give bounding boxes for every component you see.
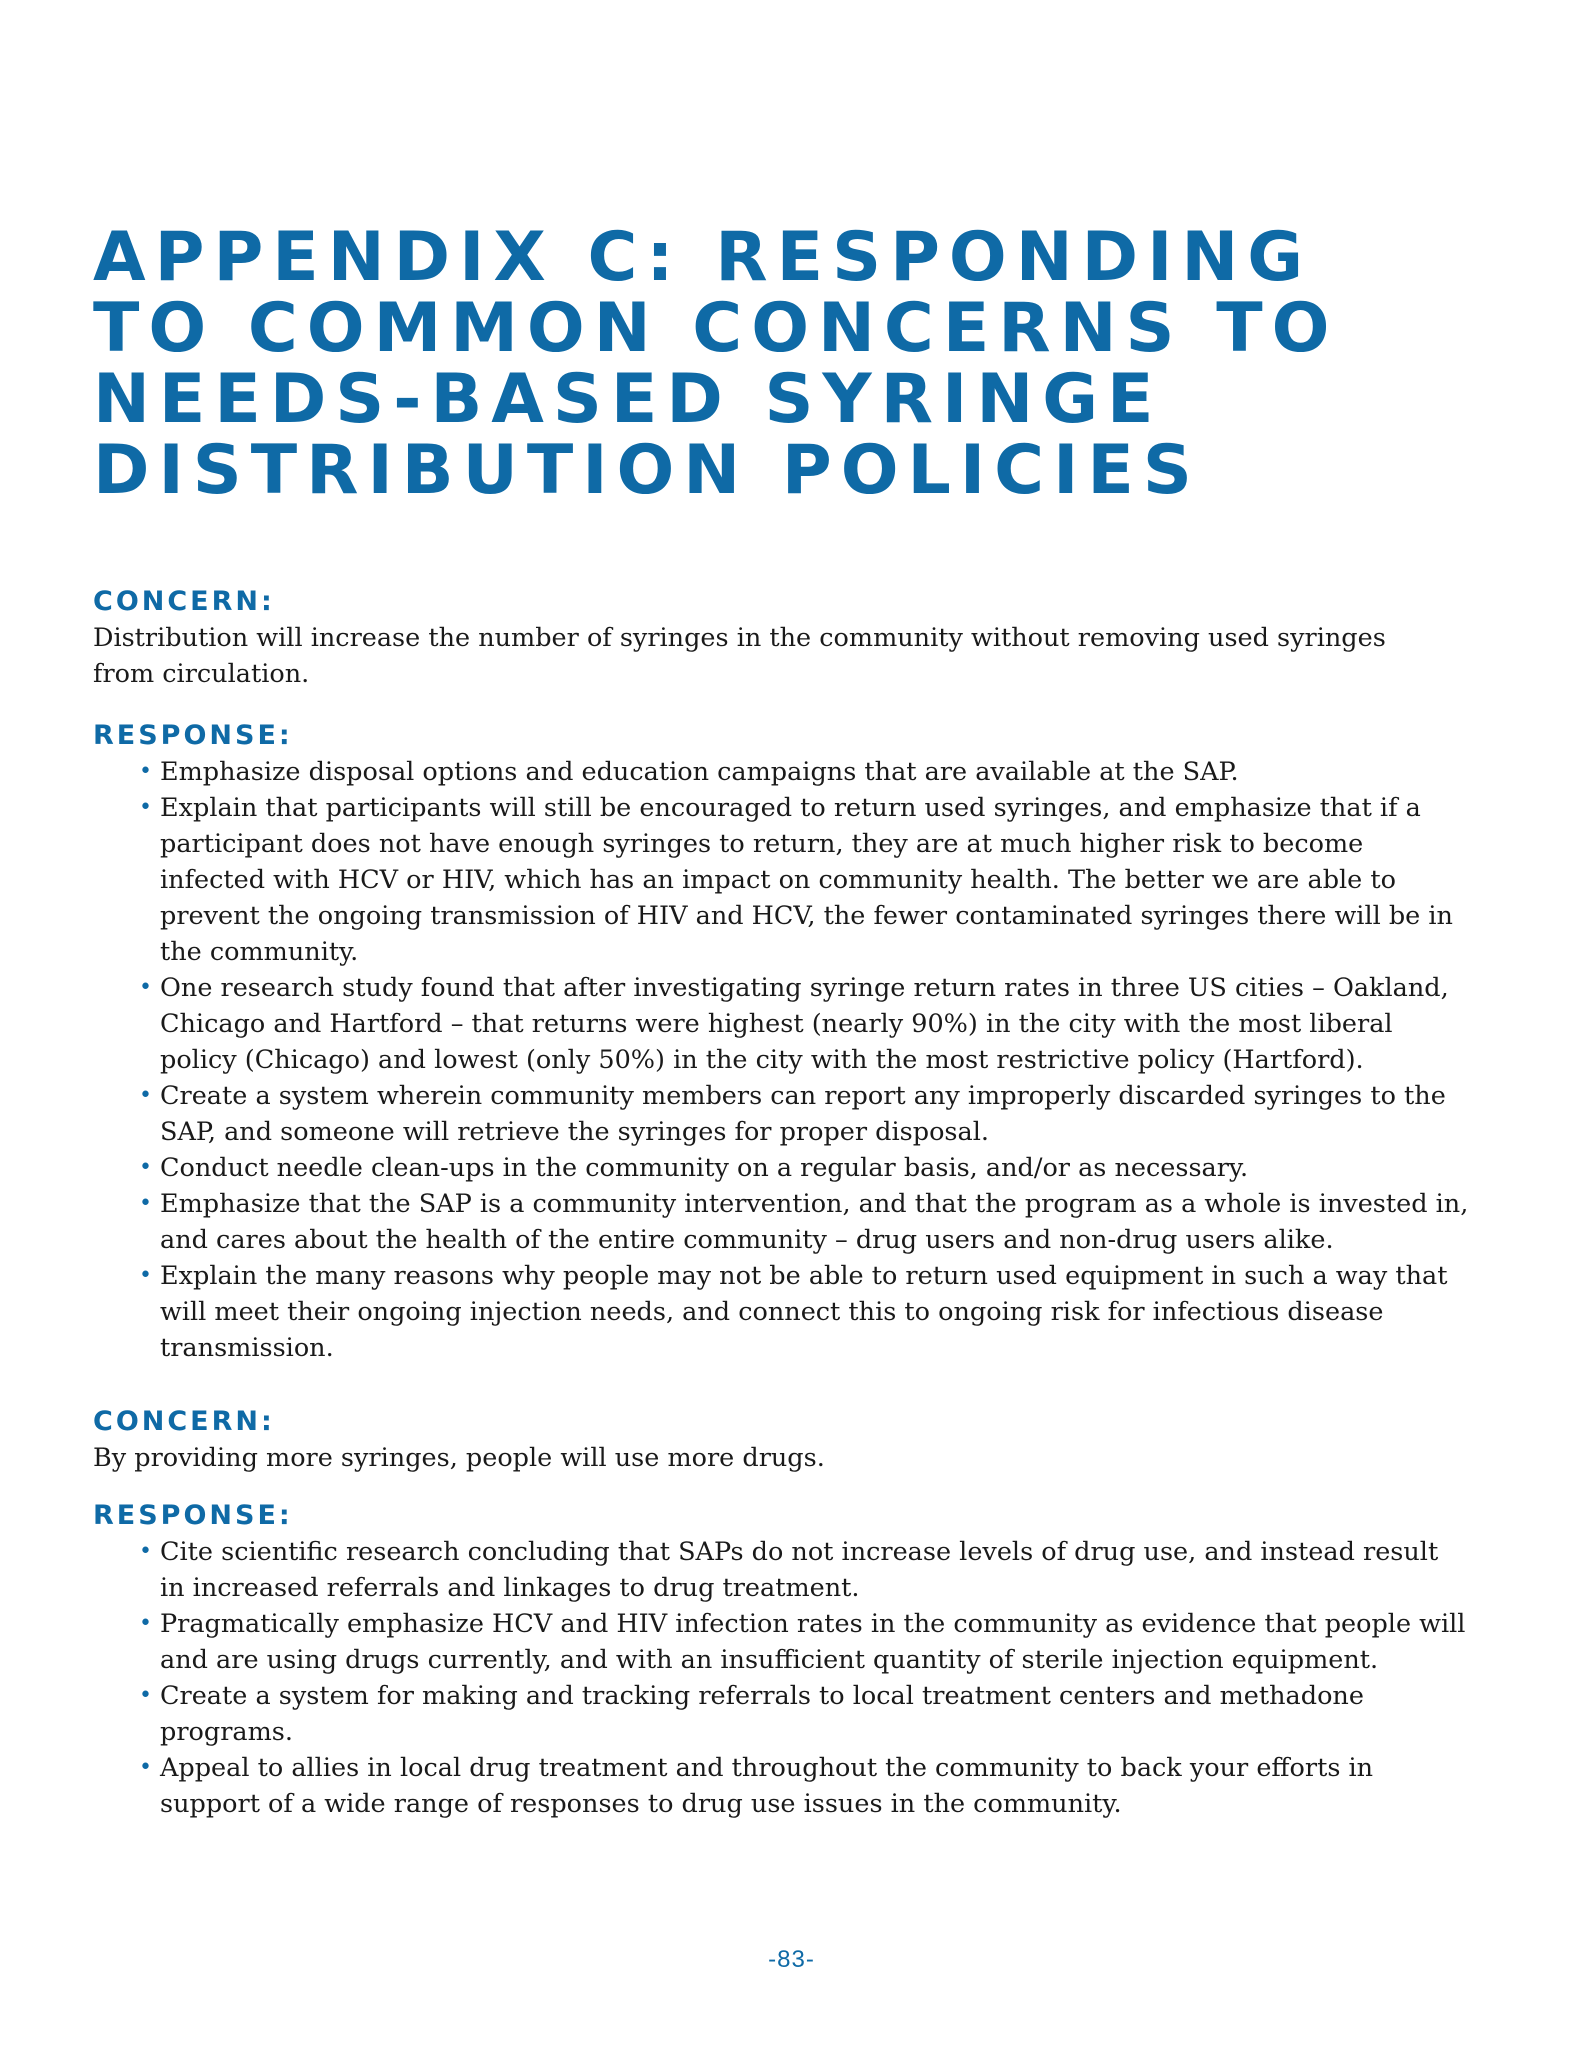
title-line: DISTRIBUTION POLICIES (93, 431, 1201, 510)
response-text: Emphasize disposal options and education campaigns that are available at the SAP. (160, 757, 1239, 787)
response-label: RESPONSE: (93, 720, 293, 751)
concern-label: CONCERN: (93, 1406, 275, 1437)
response-text: Emphasize that the SAP is a community intervention, and that the program as a whole is invested in, and cares about the health of the entire community – drug users and non-drug users alike. (160, 1189, 1469, 1255)
concern-text: Distribution will increase the number of syringes in the community without removing used syringes from circulation. (93, 623, 1386, 689)
bullet-icon: • (139, 795, 152, 820)
response-text: Pragmatically emphasize HCV and HIV infection rates in the community as evidence that people will and are using drugs currently, and with an insufficient quantity of sterile injection equipment. (160, 1609, 1466, 1675)
bullet-icon: • (139, 1683, 152, 1708)
response-item (139, 1678, 1470, 1750)
response-text: Cite scientific research concluding that SAPs do not increase levels of drug use, and instead result in increased referrals and linkages to drug treatment. (160, 1537, 1439, 1603)
concern-section (93, 1404, 1493, 1822)
bullet-icon: • (139, 1755, 152, 1780)
response-item (139, 1750, 1470, 1822)
response-text: Appeal to allies in local drug treatment and throughout the community to back your efforts in support of a wide range of responses to drug use issues in the community. (160, 1753, 1374, 1819)
concern-section (93, 584, 1493, 1366)
bullet-icon: • (139, 1611, 152, 1636)
bullet-icon: • (139, 1155, 152, 1180)
response-item (139, 1606, 1470, 1678)
concern-text: By providing more syringes, people will use more drugs. (93, 1443, 825, 1473)
bullet-icon: • (139, 1083, 152, 1108)
response-item (139, 1150, 1470, 1186)
title-line: NEEDS-BASED SYRINGE (93, 360, 1163, 439)
response-list (93, 754, 1493, 1366)
response-item (139, 754, 1470, 790)
title-line: APPENDIX C: RESPONDING (93, 218, 1313, 297)
bullet-icon: • (139, 1263, 152, 1288)
response-text: Create a system wherein community members can report any improperly discarded syringes to the SAP, and someone will retrieve the syringes for proper disposal. (160, 1081, 1446, 1147)
response-text: Conduct needle clean-ups in the community on a regular basis, and/or as necessary. (160, 1153, 1249, 1183)
page-number: -83- (768, 1946, 815, 1973)
response-item (139, 790, 1470, 970)
title-line: TO COMMON CONCERNS TO (93, 289, 1339, 368)
response-item (139, 1258, 1470, 1366)
response-item (139, 1078, 1470, 1150)
bullet-icon: • (139, 759, 152, 784)
bullet-icon: • (139, 975, 152, 1000)
response-text: Explain that participants will still be encouraged to return used syringes, and emphasize that if a participant does not have enough syringes to return, they are at much higher risk to become infected with HCV or HIV, which has an impact on community health. The better we are able to prevent the ongoing transmission of HIV and HCV, the fewer contaminated syringes there will be in the community. (160, 793, 1453, 967)
response-item (139, 1186, 1470, 1258)
page-title (93, 218, 1339, 510)
bullet-icon: • (139, 1191, 152, 1216)
response-item (139, 970, 1470, 1078)
response-item (139, 1534, 1470, 1606)
response-label: RESPONSE: (93, 1500, 293, 1531)
content (93, 584, 1493, 1848)
concern-label: CONCERN: (93, 586, 275, 617)
response-text: One research study found that after investigating syringe return rates in three US cities – Oakland, Chicago and Hartford – that returns were highest (nearly 90%) in the city with the most liberal policy (Chicago) and lowest (only 50%) in the city with the most restrictive policy (Hartford). (160, 973, 1449, 1075)
response-text: Explain the many reasons why people may not be able to return used equipment in such a way that will meet their ongoing injection needs, and connect this to ongoing risk for infectious disease transmission. (160, 1261, 1448, 1363)
response-text: Create a system for making and tracking referrals to local treatment centers and methadone programs. (160, 1681, 1364, 1747)
bullet-icon: • (139, 1539, 152, 1564)
response-list (93, 1534, 1493, 1822)
